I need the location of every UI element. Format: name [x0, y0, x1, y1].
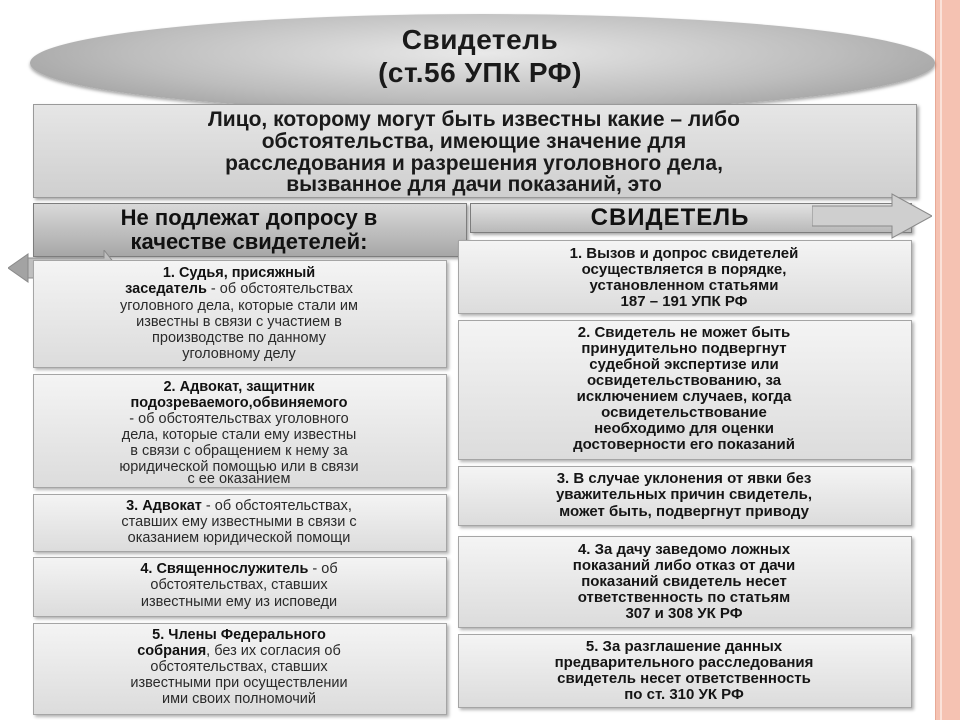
right-item-5-line: 5. За разглашение данных: [585, 638, 783, 655]
left-item-1-line: [33, 330, 445, 346]
definition-line: Лицо, которому могут быть известны какие – либо: [208, 108, 740, 131]
bold-part: 5. Члены Федерального: [152, 627, 326, 643]
right-arrow-icon: [812, 190, 932, 242]
bold-part: 3. Адвокат: [126, 498, 202, 514]
bold-part: 1. Судья, присяжный: [162, 265, 316, 281]
definition-line: вызванное для дачи показаний, это: [286, 173, 662, 196]
rest-part: - об обстоятельствах: [206, 281, 353, 297]
right-item-4-line: 4. За дачу заведомо ложных: [577, 541, 791, 558]
left-item-2-line: [33, 379, 445, 395]
left-item-3-line: [33, 530, 445, 546]
right-item-1-line: 187 – 191 УПК РФ: [620, 293, 748, 310]
left-item-5-line: [33, 691, 445, 707]
bold-part: 2. Адвокат, защитник: [163, 379, 315, 395]
right-item-3-line: может быть, подвергнут приводу: [559, 503, 809, 520]
left-header-line-2: качестве свидетелей:: [130, 229, 368, 254]
left-item-1-line: [33, 265, 445, 281]
left-header-line-1: Не подлежат допросу в: [120, 205, 378, 230]
rest-part: дела, которые стали ему известны: [121, 427, 357, 443]
right-item-3-line: 3. В случае уклонения от явки без: [556, 470, 812, 487]
left-item-3-line: [33, 514, 445, 530]
left-item-2-line: [33, 471, 445, 487]
rest-part: - об обстоятельствах,: [201, 498, 352, 514]
rest-part: - об обстоятельствах уголовного: [129, 411, 349, 427]
right-item-4-line: 307 и 308 УК РФ: [625, 605, 743, 622]
right-item-1-line: осуществляется в порядке,: [581, 261, 787, 278]
title-line-1: Свидетель: [401, 24, 559, 55]
right-item-2-line: принудительно подвергнут: [581, 340, 787, 357]
right-item-2-line: судебной экспертизе или: [589, 356, 779, 373]
left-item-2-line: [33, 395, 445, 411]
rest-part: известными ему из исповеди: [140, 594, 338, 610]
rest-part: юридической помощью или в связи: [119, 459, 359, 475]
rest-part: ими своих полномочий: [161, 691, 317, 707]
right-item-4-line: показаний свидетель несет: [581, 573, 787, 590]
bold-part: собрания: [137, 643, 207, 659]
rest-part: производстве по данному: [152, 330, 326, 346]
right-item-2-line: 2. Свидетель не может быть: [577, 324, 791, 341]
rest-part: , без их согласия об: [206, 643, 341, 659]
left-item-2-line: [33, 443, 445, 459]
bold-part: 4. Священнослужитель: [140, 561, 309, 577]
rest-part: обстоятельствах, ставших: [150, 577, 328, 593]
left-item-4-line: [33, 561, 445, 577]
left-item-4-line: [33, 577, 445, 593]
left-item-5-line: [33, 643, 445, 659]
right-item-2-line: достоверности его показаний: [573, 436, 795, 453]
left-item-1-line: [33, 298, 445, 314]
rest-part: - об: [308, 561, 338, 577]
title-line-2: (ст.56 УПК РФ): [378, 57, 582, 88]
right-item-2-line: освидетельствованию, за: [586, 372, 782, 389]
left-item-1-line: [33, 346, 445, 362]
bold-part: заседатель: [125, 281, 207, 297]
left-item-2-line: [33, 427, 445, 443]
left-item-1-line: [33, 314, 445, 330]
right-item-3-line: уважительных причин свидетель,: [555, 486, 813, 503]
right-item-4-line: ответственность по статьям: [577, 589, 791, 606]
definition-line: расследования и разрешения уголовного дела,: [225, 152, 723, 175]
right-item-4-line: показаний либо отказ от дачи: [572, 557, 796, 574]
left-item-1-line: [33, 281, 445, 297]
left-item-3-line: [33, 498, 445, 514]
rest-part: известными при осуществлении: [130, 675, 348, 691]
rest-part: уголовного дела, которые стали им: [120, 298, 358, 314]
right-item-5-line: предварительного расследования: [554, 654, 814, 671]
right-item-2-line: исключением случаев, когда: [576, 388, 792, 405]
left-item-4-line: [33, 594, 445, 610]
left-item-2-line: [33, 411, 445, 427]
left-item-5-line: [33, 627, 445, 643]
right-item-1-line: 1. Вызов и допрос свидетелей: [569, 245, 799, 262]
rest-part: в связи с обращением к нему за: [130, 443, 348, 459]
rest-part: оказанием юридической помощи: [127, 530, 351, 546]
definition-line: обстоятельства, имеющие значение для: [261, 130, 687, 153]
right-item-2-line: необходимо для оценки: [594, 420, 774, 437]
right-item-2-line: освидетельствование: [601, 404, 767, 421]
rest-part: уголовному делу: [182, 346, 296, 362]
rest-part: ставших ему известными в связи с: [121, 514, 357, 530]
rest-part: известны в связи с участием в: [136, 314, 342, 330]
right-item-1-line: установленном статьями: [589, 277, 779, 294]
right-item-5-line: свидетель несет ответственность: [557, 670, 811, 687]
rest-part: обстоятельствах, ставших: [150, 659, 328, 675]
rest-part: с ее оказанием: [187, 471, 291, 487]
bold-part: подозреваемого,обвиняемого: [130, 395, 348, 411]
left-item-5-line: [33, 675, 445, 691]
right-item-5-line: по ст. 310 УК РФ: [624, 686, 744, 703]
left-item-5-line: [33, 659, 445, 675]
right-header-title: СВИДЕТЕЛЬ: [590, 204, 750, 231]
